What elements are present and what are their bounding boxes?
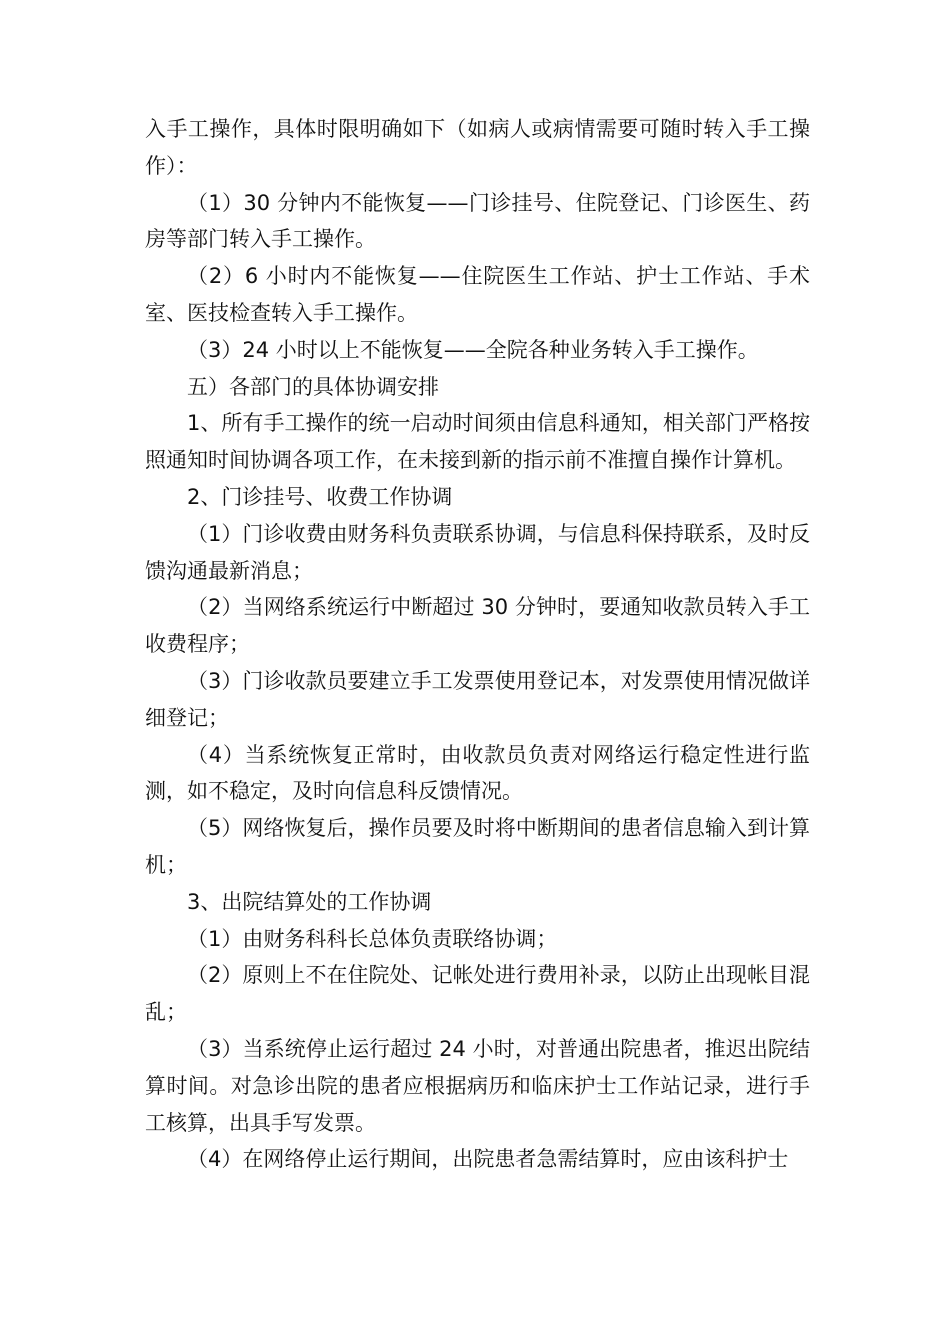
paragraph-30min-rule: （1）30 分钟内不能恢复——门诊挂号、住院登记、门诊医生、药房等部门转入手工操作。	[145, 190, 810, 252]
list-item-outpatient-5: （5）网络恢复后，操作员要及时将中断期间的患者信息输入到计算机；	[145, 816, 810, 877]
list-item-discharge-4: （4）在网络停止运行期间，出院患者急需结算时，应由该科护士	[187, 1147, 789, 1172]
list-item-outpatient-2: （2）当网络系统运行中断超过 30 分钟时，要通知收款员转入手工收费程序；	[145, 595, 810, 657]
paragraph-24hour-rule: （3）24 小时以上不能恢复——全院各种业务转入手工操作。	[187, 337, 759, 362]
list-item-discharge-2: （2）原则上不在住院处、记帐处进行费用补录，以防止出现帐目混乱；	[145, 963, 810, 1025]
paragraph-6hour-rule: （2）6 小时内不能恢复——住院医生工作站、护士工作站、手术室、医技检查转入手工操作。	[145, 264, 810, 325]
list-item-discharge-3: （3）当系统停止运行超过 24 小时，对普通出院患者，推迟出院结算时间。对急诊出院的患者应根据病历和临床护士工作站记录，进行手工核算，出具手写发票。	[145, 1036, 810, 1135]
paragraph-manual-switch-intro: 入手工操作，具体时限明确如下（如病人或病情需要可随时转入手工操作）：	[145, 117, 810, 178]
list-item-outpatient-1: （1）门诊收费由财务科负责联系协调，与信息科保持联系，及时反馈沟通最新消息；	[145, 521, 810, 583]
list-item-discharge-1: （1）由财务科科长总体负责联络协调；	[187, 926, 558, 951]
section-heading-department-coordination: 五）各部门的具体协调安排	[187, 374, 439, 399]
subheading-outpatient-registration: 2、门诊挂号、收费工作协调	[187, 484, 453, 509]
list-item-outpatient-3: （3）门诊收款员要建立手工发票使用登记本，对发票使用情况做详细登记；	[145, 668, 810, 730]
subheading-discharge-settlement: 3、出院结算处的工作协调	[187, 889, 432, 914]
list-item-outpatient-4: （4）当系统恢复正常时，由收款员负责对网络运行稳定性进行监测，如不稳定，及时向信息科反馈情况。	[145, 742, 810, 804]
paragraph-unified-start: 1、所有手工操作的统一启动时间须由信息科通知，相关部门严格按照通知时间协调各项工作，在未接到新的指示前不准擅自操作计算机。	[145, 411, 810, 473]
document-body	[145, 111, 810, 1178]
